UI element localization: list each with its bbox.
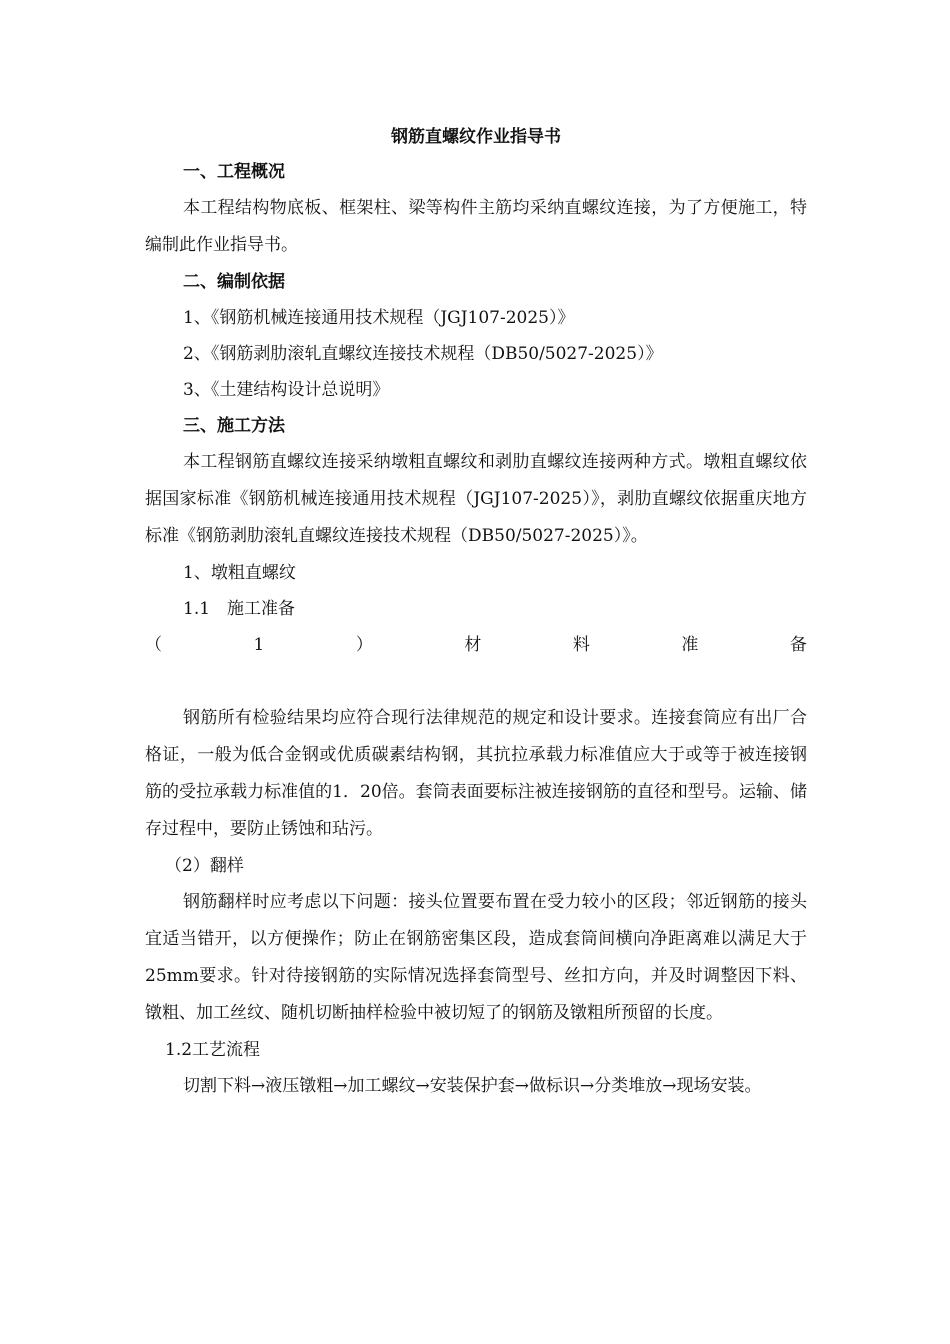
material-prep-char: 材 bbox=[464, 635, 482, 655]
overview-paragraph: 本工程结构物底板、框架柱、梁等构件主筋均采纳直螺纹连接，为了方便施工，特编制此作业指导书。 bbox=[145, 198, 807, 255]
section-heading-basis: 二、编制依据 bbox=[183, 272, 285, 292]
section-heading-method: 三、施工方法 bbox=[183, 416, 285, 436]
material-prep-char: 准 bbox=[681, 635, 699, 655]
material-prep-char: 料 bbox=[572, 635, 590, 655]
subheading-preparation: 1.1 施工准备 bbox=[183, 599, 296, 619]
material-prep-char: （ bbox=[145, 635, 162, 655]
sampling-paragraph: 钢筋翻样时应考虑以下问题：接头位置要布置在受力较小的区段；邻近钢筋的接头宜适当错开，以方便操作；防止在钢筋密集区段，造成套筒间横向净距离难以满足大于25mm要求。针对待接钢筋的实际情况选择套筒型号、丝扣方向，并及时调整因下料、镦粗、加工丝纹、随机切断抽样检验中被切短了的钢筋及镦粗所预留的长度。 bbox=[145, 892, 807, 1023]
material-prep-char: 备 bbox=[789, 635, 807, 655]
material-prep-char: 1 bbox=[253, 635, 265, 655]
material-prep-char: ） bbox=[355, 635, 373, 655]
material-prep-heading bbox=[145, 627, 807, 663]
blank-line bbox=[145, 663, 807, 700]
basis-item-3: 3、《土建结构设计总说明》 bbox=[183, 380, 390, 400]
process-paragraph: 切割下料→液压镦粗→加工螺纹→安装保护套→做标识→分类堆放→现场安装。 bbox=[183, 1076, 762, 1096]
section-heading-overview: 一、工程概况 bbox=[183, 162, 285, 182]
basis-item-2: 2、《钢筋剥肋滚轧直螺纹连接技术规程（DB50/5027-2025）》 bbox=[183, 344, 663, 364]
subheading-sampling: （2）翻样 bbox=[165, 856, 244, 876]
basis-item-1: 1、《钢筋机械连接通用技术规程（JGJ107-2025）》 bbox=[183, 308, 575, 328]
document-title: 钢筋直螺纹作业指导书 bbox=[391, 127, 561, 147]
method-paragraph: 本工程钢筋直螺纹连接采纳墩粗直螺纹和剥肋直螺纹连接两种方式。墩粗直螺纹依据国家标准《钢筋机械连接通用技术规程（JGJ107-2025）》，剥肋直螺纹依据重庆地方标准《钢筋剥肋滚轧直螺纹连接技术规程（DB50/5027-2025）》。 bbox=[145, 452, 807, 546]
document-body bbox=[145, 120, 807, 1105]
subheading-process-flow: 1.2工艺流程 bbox=[165, 1040, 261, 1060]
material-paragraph: 钢筋所有检验结果均应符合现行法律规范的规定和设计要求。连接套筒应有出厂合格证，一般为低合金钢或优质碳素结构钢，其抗拉承载力标准值应大于或等于被连接钢筋的受拉承载力标准值的1．20倍。套筒表面要标注被连接钢筋的直径和型号。运输、储存过程中，要防止锈蚀和玷污。 bbox=[145, 708, 807, 839]
subheading-upset-thread: 1、墩粗直螺纹 bbox=[183, 563, 296, 583]
